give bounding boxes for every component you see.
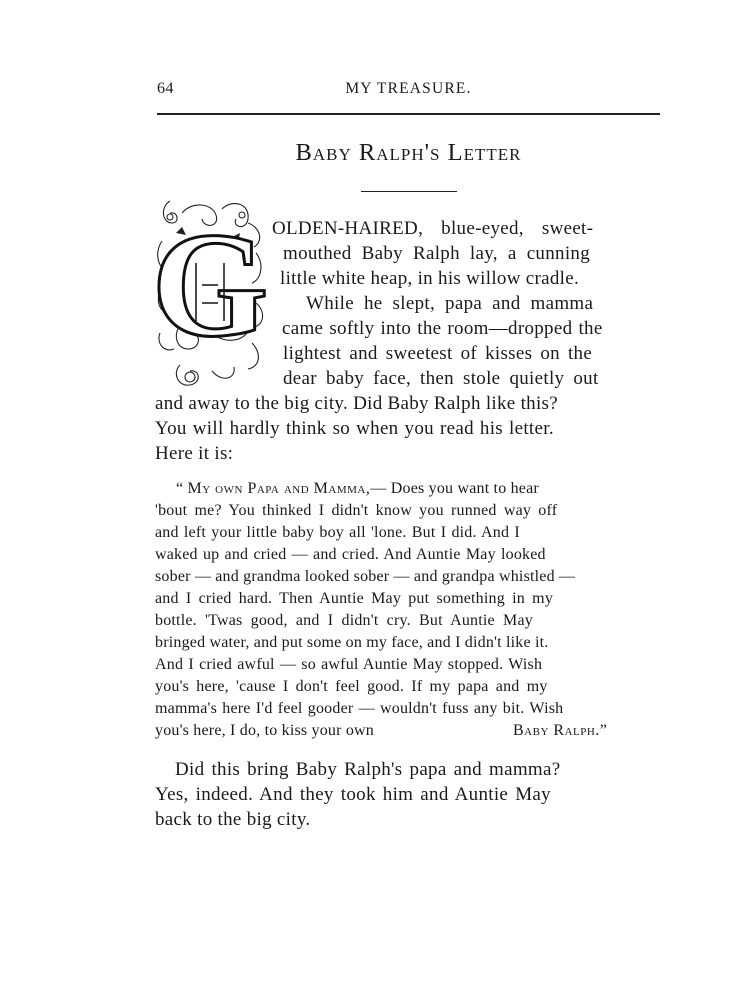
intro-line: You will hardly think so when you read his letter.	[155, 418, 554, 439]
letter-line: waked up and cried — and cried. And Auntie May looked	[155, 546, 546, 563]
intro-line: Here it is:	[155, 443, 234, 464]
intro-line: lightest and sweetest of kisses on the	[283, 343, 593, 364]
letter-line: bringed water, and put some on my face, and I didn't like it.	[155, 634, 549, 651]
intro-line: little white heap, in his willow cradle.	[280, 268, 580, 289]
letter-signature-line	[513, 722, 607, 740]
letter-line: you's here, 'cause I don't feel good. If my papa and my	[155, 678, 548, 695]
letter-signature: Baby Ralph.	[513, 722, 600, 739]
ornamental-drop-cap	[152, 193, 268, 393]
intro-line: and away to the big city. Did Baby Ralph like this?	[155, 393, 558, 414]
letter-first-line	[176, 480, 539, 498]
letter-line: And I cried awful — so awful Auntie May stopped. Wish	[155, 656, 543, 673]
letter-line: bottle. 'Twas good, and I didn't cry. But Auntie May	[155, 612, 533, 629]
intro-line: came softly into the room—dropped the	[282, 318, 603, 339]
letter-closing-line: you's here, I do, to kiss your own	[155, 722, 374, 739]
outro-line: Yes, indeed. And they took him and Auntie May	[155, 784, 551, 805]
intro-line: OLDEN-HAIRED, blue-eyed, sweet-	[272, 218, 594, 239]
intro-line: mouthed Baby Ralph lay, a cunning	[283, 243, 591, 264]
outro-line: back to the big city.	[155, 809, 311, 830]
intro-line: dear baby face, then stole quietly out	[283, 368, 599, 389]
letter-line: and left your little baby boy all 'lone. But I did. And I	[155, 524, 520, 541]
page-number: 64	[157, 80, 174, 97]
chapter-title: Baby Ralph's Letter	[295, 139, 522, 166]
drop-cap-letter: G	[152, 202, 268, 368]
open-quote: “	[176, 480, 184, 497]
title-rule	[361, 191, 457, 192]
page-header	[157, 80, 660, 102]
letter-line: 'bout me? You thinked I didn't know you runned way off	[155, 502, 558, 519]
close-quote: ”	[599, 722, 608, 739]
letter-line: and I cried hard. Then Auntie May put something in my	[155, 590, 554, 607]
letter-salutation: My own Papa and Mamma,	[187, 480, 371, 497]
running-head: MY TREASURE.	[345, 80, 472, 97]
intro-line: While he slept, papa and mamma	[306, 293, 594, 314]
header-rule	[157, 113, 660, 115]
letter-line: mamma's here I'd feel gooder — wouldn't fuss any bit. Wish	[155, 700, 564, 717]
letter-first-line-rest: — Does you want to hear	[370, 480, 539, 497]
letter-line: sober — and grandma looked sober — and grandpa whistled —	[155, 568, 576, 585]
outro-line: Did this bring Baby Ralph's papa and mamma?	[175, 759, 561, 780]
